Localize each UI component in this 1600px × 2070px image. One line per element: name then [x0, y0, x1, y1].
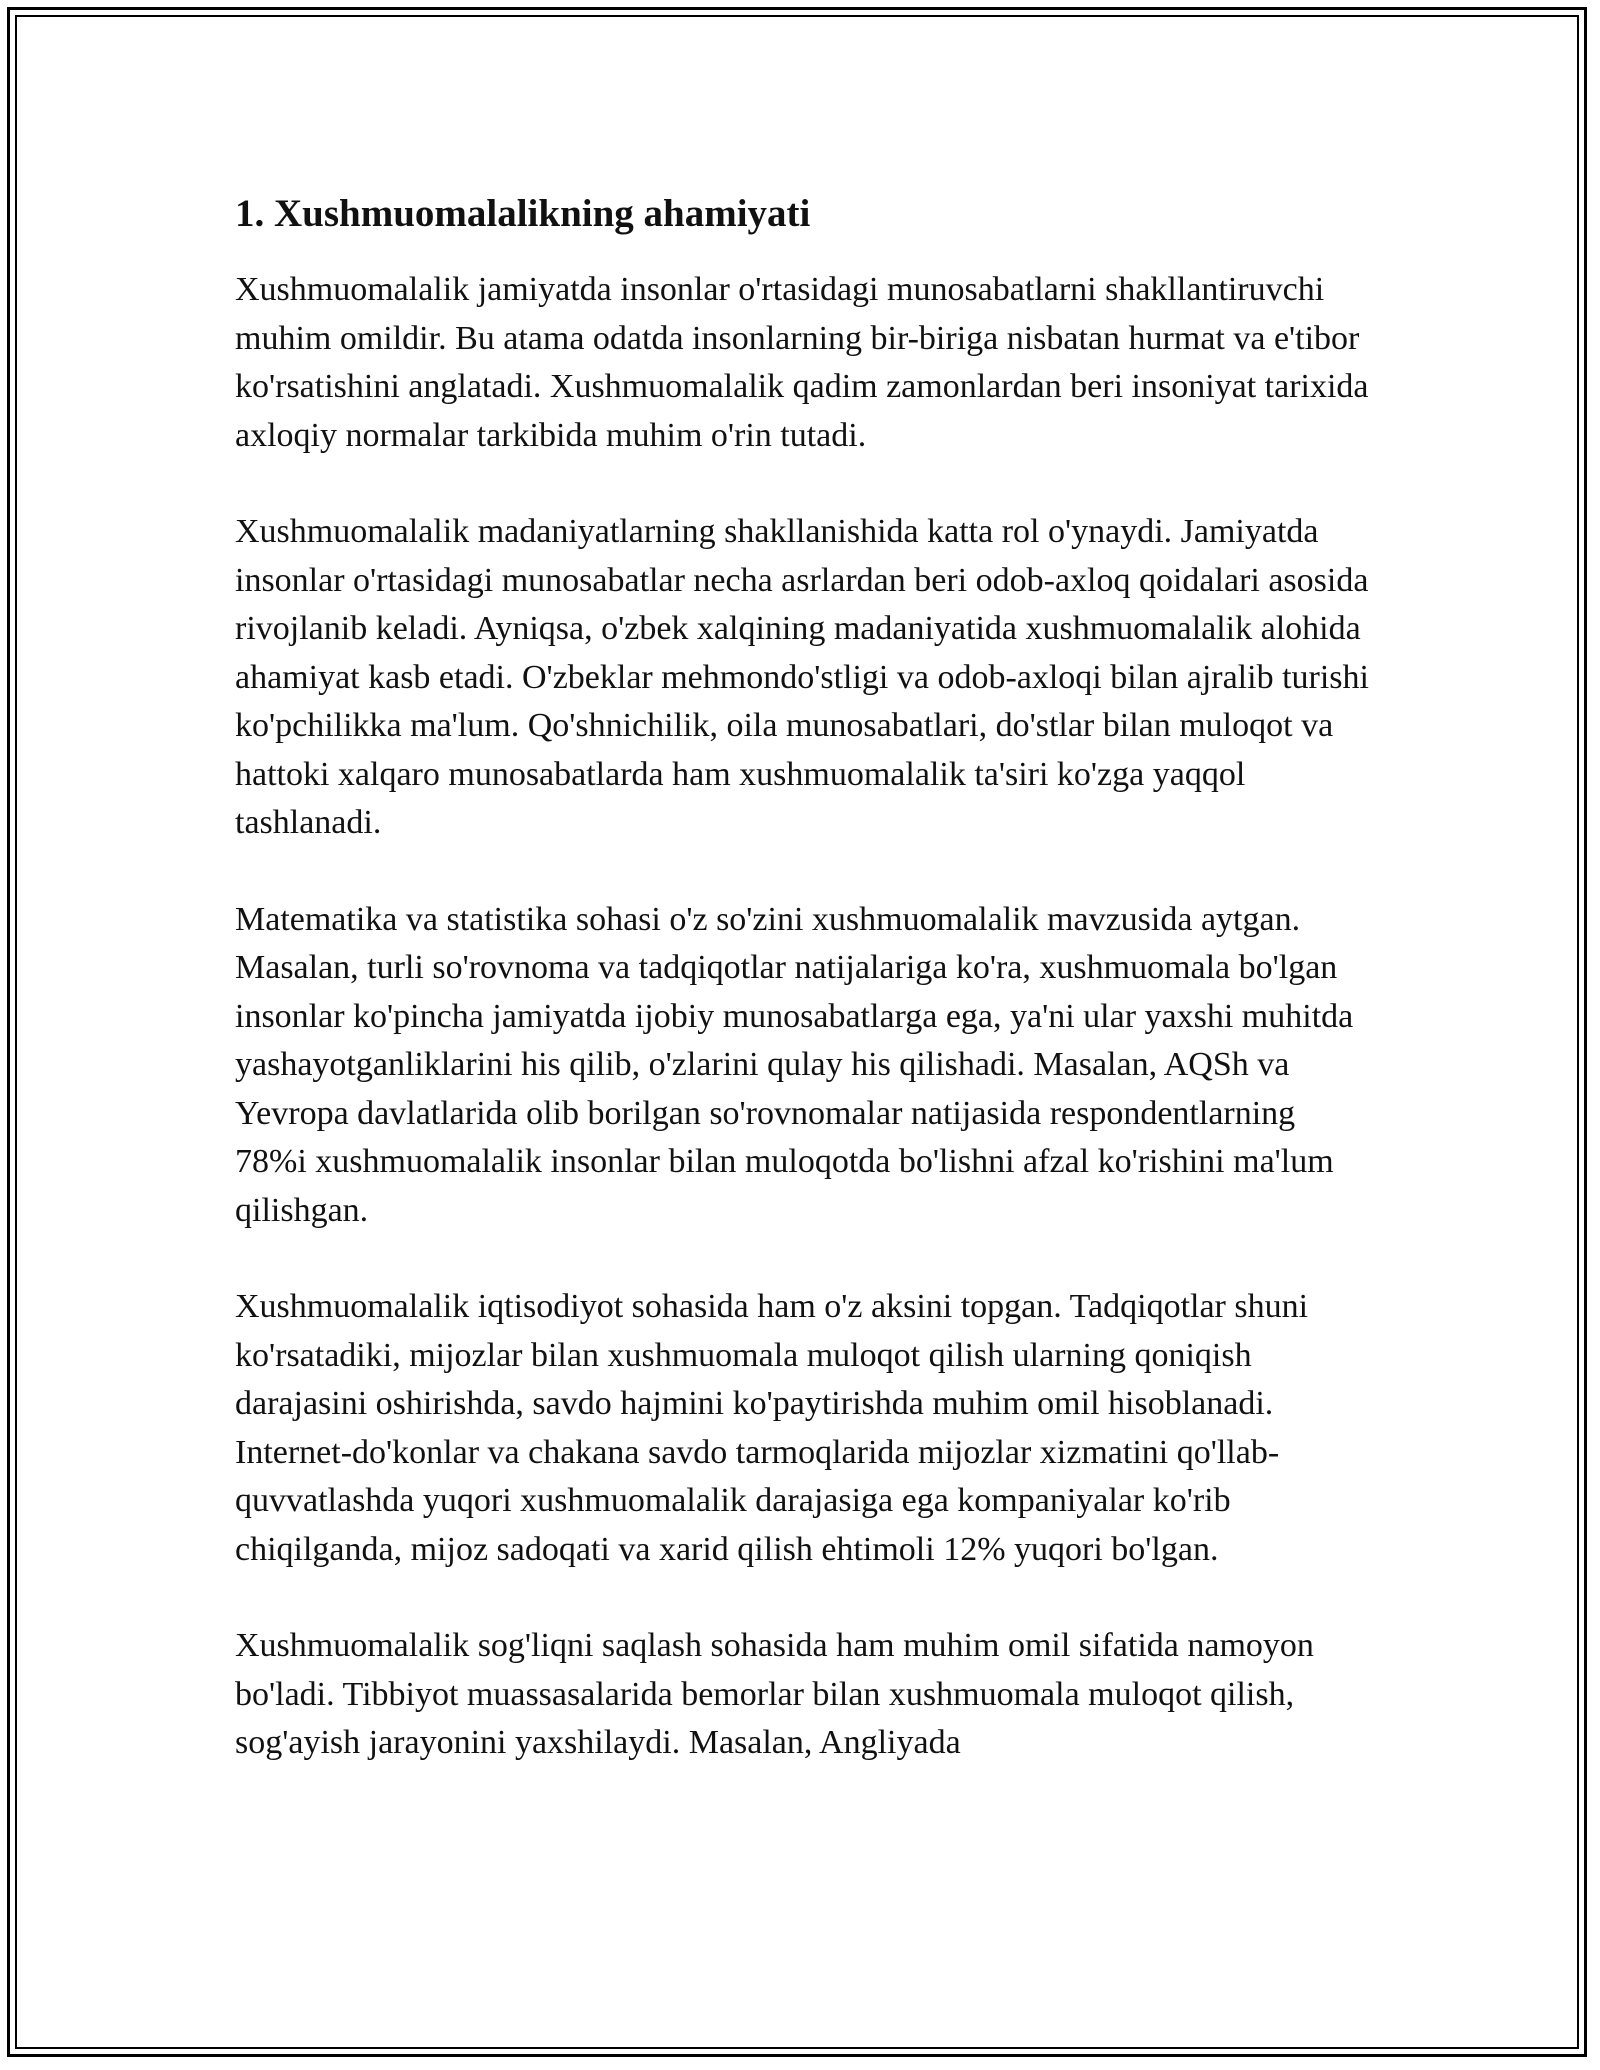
- paragraph-2: Xushmuomalalik madaniyatlarning shakllanishida katta rol o'ynaydi. Jamiyatda insonlar o'rtasidagi munosabatlar necha asrlardan beri odob-axloq qoidalari asosida rivojlanib keladi. Ayniqsa, o'zbek xalqining madaniyatida xushmuomalalik alohida ahamiyat kasb etadi. O'zbeklar mehmondo'stligi va odob-axloqi bilan ajralib turishi ko'pchilikka ma'lum. Qo'shnichilik, oila munosabatlari, do'stlar bilan muloqot va hattoki xalqaro munosabatlarda ham xushmuomalalik ta'siri ko'zga yaqqol tashlanadi.: [235, 513, 1369, 841]
- paragraph-5: Xushmuomalalik sog'liqni saqlash sohasida ham muhim omil sifatida namoyon bo'ladi. Tibbiyot muassasalarida bemorlar bilan xushmuomala muloqot qilish, sog'ayish jarayonini yaxshilaydi. Masalan, Angliyada: [235, 1627, 1314, 1761]
- paragraph-3: Matematika va statistika sohasi o'z so'zini xushmuomalalik mavzusida aytgan. Masalan, turli so'rovnoma va tadqiqotlar natijalariga ko'ra, xushmuomala bo'lgan insonlar ko'pincha jamiyatda ijobiy munosabatlarga ega, ya'ni ular yaxshi muhitda yashayotganliklarini his qilib, o'zlarini qulay his qilishadi. Masalan, AQSh va Yevropa davlatlarida olib borilgan so'rovnomalar natijasida respondentlarning 78%i xushmuomalalik insonlar bilan muloqotda bo'lishni afzal ko'rishini ma'lum qilishgan.: [235, 900, 1354, 1229]
- paragraph-4: Xushmuomalalik iqtisodiyot sohasida ham o'z aksini topgan. Tadqiqotlar shuni ko'rsatadiki, mijozlar bilan xushmuomala muloqot qilish ularning qoniqish darajasini oshirishda, savdo hajmini ko'paytirishda muhim omil hisoblanadi. Internet-do'konlar va chakana savdo tarmoqlarida mijozlar xizmatini qo'llab-quvvatlashda yuqori xushmuomalalik darajasiga ega kompaniyalar ko'rib chiqilganda, mijoz sadoqati va xarid qilish ehtimoli 12% yuqori bo'lgan.: [235, 1288, 1309, 1568]
- paragraph-1: Xushmuomalalik jamiyatda insonlar o'rtasidagi munosabatlarni shakllantiruvchi muhim omildir. Bu atama odatda insonlarning bir-biriga nisbatan hurmat va e'tibor ko'rsatishini anglatadi. Xushmuomalalik qadim zamonlardan beri insoniyat tarixida axloqiy normalar tarkibida muhim o'rin tutadi.: [235, 271, 1369, 454]
- document-body: [235, 188, 1375, 1816]
- section-heading: 1. Xushmuomalalikning ahamiyati: [235, 192, 811, 235]
